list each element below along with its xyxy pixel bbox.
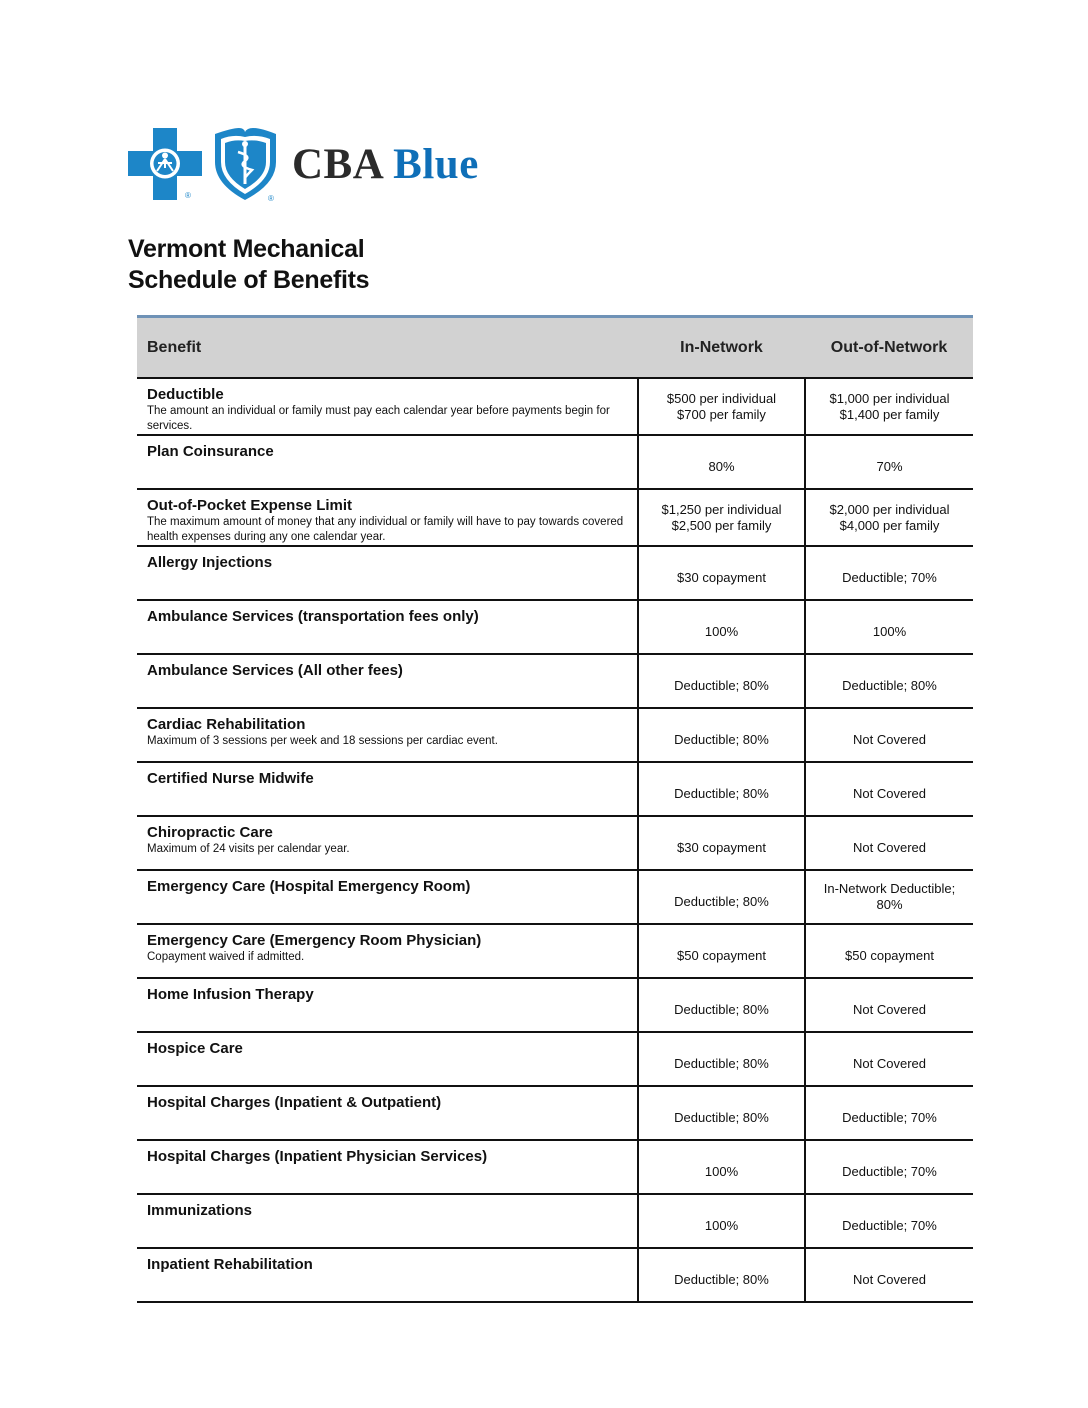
out-of-network-value-line: Deductible; 70% [842,570,937,585]
table-row [137,1194,973,1248]
benefit-cell [137,1086,638,1140]
out-of-network-value-line: $1,400 per family [839,406,940,422]
benefit-cell [137,1032,638,1086]
in-network-value [638,870,805,924]
out-of-network-value [805,978,973,1032]
brand-name-part2: Blue [393,141,479,188]
in-network-value-line: $50 copayment [677,948,766,963]
in-network-value-line: Deductible; 80% [674,1056,769,1071]
in-network-value-line: $1,250 per individual [661,501,782,517]
benefit-cell [137,546,638,600]
table-row [137,1140,973,1194]
in-network-value-line: $30 copayment [677,840,766,855]
table-row [137,978,973,1032]
out-of-network-value [805,762,973,816]
out-of-network-value [805,489,973,546]
benefit-cell [137,924,638,978]
registered-mark: ® [185,191,191,200]
table-row [137,708,973,762]
benefit-name: Emergency Care (Emergency Room Physician) [147,932,482,949]
out-of-network-value [805,1086,973,1140]
out-of-network-value [805,708,973,762]
benefits-table [137,315,973,1303]
benefit-description: The maximum amount of money that any individual or family will have to pay towards covered health expenses during any one calendar year. [147,516,624,543]
table-row [137,378,973,435]
brand-logo [128,128,528,202]
in-network-value [638,978,805,1032]
table-row [137,546,973,600]
out-of-network-value-line: 70% [876,459,903,474]
benefit-name: Hospital Charges (Inpatient Physician Services) [147,1148,488,1165]
header-out-of-network: Out-of-Network [805,317,973,379]
in-network-value-line: 100% [704,1164,739,1179]
benefit-cell [137,816,638,870]
in-network-value [638,816,805,870]
table-row [137,654,973,708]
out-of-network-value [805,1032,973,1086]
benefit-name: Certified Nurse Midwife [147,770,314,787]
in-network-value-line: Deductible; 80% [674,678,769,693]
benefit-name: Allergy Injections [147,554,273,571]
benefit-description: Maximum of 24 visits per calendar year. [147,843,350,855]
in-network-value [638,1086,805,1140]
in-network-value [638,708,805,762]
in-network-value-line: Deductible; 80% [674,1110,769,1125]
page-title [128,234,369,296]
table-row [137,816,973,870]
benefit-cell [137,762,638,816]
in-network-value [638,1194,805,1248]
out-of-network-value [805,1194,973,1248]
benefit-name: Hospice Care [147,1040,243,1057]
in-network-value-line: Deductible; 80% [674,1002,769,1017]
benefit-cell [137,378,638,435]
benefit-name: Chiropractic Care [147,824,273,841]
cross-icon [128,128,202,200]
in-network-value-line: Deductible; 80% [674,1272,769,1287]
in-network-value-line: $30 copayment [677,570,766,585]
benefit-cell [137,654,638,708]
table-row [137,1086,973,1140]
table-row [137,1032,973,1086]
benefit-name: Ambulance Services (transportation fees only) [147,608,479,625]
table-row [137,924,973,978]
out-of-network-value-line: $1,000 per individual [829,390,950,406]
out-of-network-value-line: Not Covered [853,1002,926,1017]
benefit-cell [137,600,638,654]
benefit-description: Maximum of 3 sessions per week and 18 sessions per cardiac event. [147,735,498,747]
benefit-name: Ambulance Services (All other fees) [147,662,403,679]
out-of-network-value [805,816,973,870]
in-network-value-line: 80% [708,459,735,474]
title-line-2: Schedule of Benefits [128,266,370,294]
brand-name-part1: CBA [292,141,382,188]
in-network-value [638,1032,805,1086]
registered-mark: ® [268,194,274,202]
benefit-cell [137,708,638,762]
benefit-name: Emergency Care (Hospital Emergency Room) [147,878,471,895]
out-of-network-value [805,546,973,600]
benefit-cell [137,870,638,924]
out-of-network-value [805,654,973,708]
benefit-name: Deductible [147,386,224,403]
out-of-network-value-line: $50 copayment [845,948,934,963]
in-network-value-line: Deductible; 80% [674,894,769,909]
in-network-value [638,654,805,708]
benefit-description: Copayment waived if admitted. [147,951,305,963]
benefit-cell [137,1248,638,1302]
out-of-network-value [805,924,973,978]
benefit-cell [137,435,638,489]
in-network-value-line: 100% [704,1218,739,1233]
benefit-cell [137,1140,638,1194]
out-of-network-value-line: Deductible; 70% [842,1164,937,1179]
table-row [137,870,973,924]
benefit-name: Immunizations [147,1202,253,1219]
out-of-network-value [805,378,973,435]
brand-name [292,140,479,189]
out-of-network-value-line: Not Covered [853,732,926,747]
out-of-network-value-line: 100% [872,624,907,639]
table-row [137,435,973,489]
out-of-network-value-line: $4,000 per family [839,517,940,533]
in-network-value [638,1248,805,1302]
table-row [137,762,973,816]
out-of-network-value-line: Deductible; 70% [842,1218,937,1233]
out-of-network-value-line: Not Covered [853,1272,926,1287]
out-of-network-value-line: Not Covered [853,840,926,855]
in-network-value-line: Deductible; 80% [674,786,769,801]
in-network-value [638,924,805,978]
out-of-network-value-line: Deductible; 80% [842,678,937,693]
out-of-network-value [805,600,973,654]
out-of-network-value [805,870,973,924]
benefit-cell [137,1194,638,1248]
in-network-value [638,378,805,435]
out-of-network-value-line: Deductible; 70% [842,1110,937,1125]
table-header-row [137,317,973,379]
in-network-value [638,762,805,816]
header-in-network: In-Network [638,317,805,379]
out-of-network-value-line: 80% [876,897,903,912]
in-network-value [638,600,805,654]
in-network-value-line: Deductible; 80% [674,732,769,747]
benefit-name: Cardiac Rehabilitation [147,716,306,733]
benefit-name: Home Infusion Therapy [147,986,314,1003]
header-benefit: Benefit [137,317,638,379]
in-network-value [638,546,805,600]
in-network-value [638,435,805,489]
shield-icon [212,128,282,202]
out-of-network-value [805,1140,973,1194]
in-network-value-line: $500 per individual [666,390,777,406]
title-line-1: Vermont Mechanical [128,235,365,263]
in-network-value [638,1140,805,1194]
table-row [137,489,973,546]
benefit-name: Plan Coinsurance [147,443,274,460]
out-of-network-value [805,435,973,489]
in-network-value [638,489,805,546]
out-of-network-value-line: $2,000 per individual [829,501,950,517]
out-of-network-value-line: Not Covered [853,1056,926,1071]
benefit-cell [137,489,638,546]
table-row [137,1248,973,1302]
out-of-network-value [805,1248,973,1302]
out-of-network-value-line: Not Covered [853,786,926,801]
benefit-name: Out-of-Pocket Expense Limit [147,497,353,514]
in-network-value-line: $2,500 per family [671,517,772,533]
benefit-name: Hospital Charges (Inpatient & Outpatient) [147,1094,442,1111]
benefit-cell [137,978,638,1032]
out-of-network-value-line: In-Network Deductible; [823,881,956,896]
in-network-value-line: $700 per family [677,406,766,422]
in-network-value-line: 100% [704,624,739,639]
benefit-name: Inpatient Rehabilitation [147,1256,313,1273]
benefit-description: The amount an individual or family must pay each calendar year before payments begin for services. [147,405,610,432]
table-row [137,600,973,654]
